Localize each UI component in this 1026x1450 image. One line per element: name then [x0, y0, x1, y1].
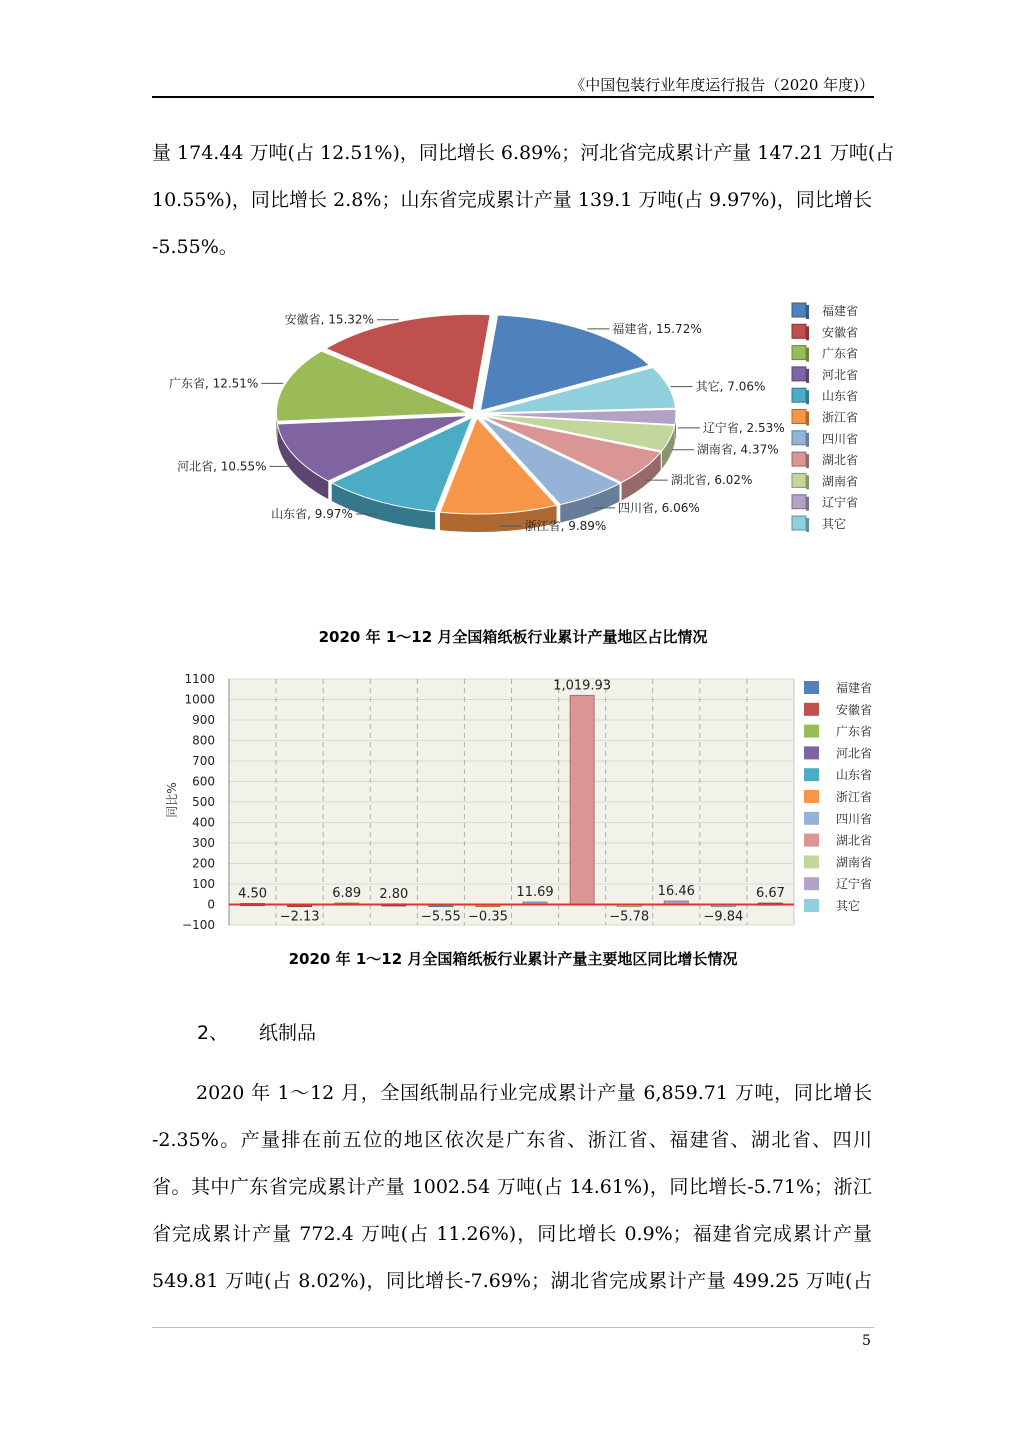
pie-legend-label: 广东省 [822, 346, 859, 361]
pie-legend-swatch [792, 324, 806, 338]
paragraph-line: 10.55%)，同比增长 2.8%；山东省完成累计产量 139.1 万吨(占 9.97%)，同比增长 [152, 189, 872, 211]
bar-y-tick-label: 900 [192, 713, 215, 727]
pie-legend-label: 福建省 [822, 304, 859, 318]
bar-legend-swatch [804, 703, 819, 716]
pie-slice-label: 福建省, 15.72% [612, 321, 702, 336]
paragraph-line: -5.55%。 [152, 236, 238, 258]
pie-legend-swatch [792, 346, 806, 360]
pie-legend-swatch [792, 473, 806, 487]
bar-y-tick-label: 800 [192, 733, 215, 748]
pie-legend-swatch [792, 452, 806, 466]
pie-legend-label: 湖北省 [822, 453, 859, 468]
bar-legend-swatch [804, 790, 819, 803]
bar-data-label: 2.80 [379, 886, 409, 902]
bar-caption: 2020 年 1～12 月全国箱纸板行业累计产量主要地区同比增长情况 [288, 950, 738, 968]
bar-legend-swatch [804, 768, 819, 781]
pie-legend-label: 其它 [822, 517, 847, 531]
pie-legend-swatch [792, 388, 806, 402]
bar-legend [804, 680, 872, 913]
pie-legend-swatch-edge [806, 497, 809, 511]
pie-legend-label: 四川省 [822, 431, 859, 446]
bar-chart [160, 668, 890, 930]
bar-legend-swatch [804, 812, 819, 825]
paragraph-line: 省。其中广东省完成累计产量 1002.54 万吨(占 14.61%)，同比增长-5.71%；浙江 [152, 1176, 872, 1198]
bar-legend-swatch [804, 746, 819, 759]
paragraph-line: 量 174.44 万吨(占 12.51%)，同比增长 6.89%；河北省完成累计产量 147.21 万吨(占 [152, 142, 895, 164]
bar-legend-label: 广东省 [836, 724, 873, 739]
pie-legend-swatch-edge [806, 454, 809, 468]
pie-legend-label: 浙江省 [822, 410, 859, 425]
pie-legend-swatch-edge [806, 518, 809, 532]
bar-data-label: 16.46 [657, 884, 695, 900]
bar-data-label: −2.13 [279, 909, 320, 925]
bar-y-tick-label: 400 [192, 815, 215, 830]
pie-slice-label: 浙江省, 9.89% [524, 519, 607, 534]
section-number: 2、 [197, 1022, 229, 1044]
paragraph-2 [152, 1070, 872, 1305]
paragraph-line: -2.35%。产量排在前五位的地区依次是广东省、浙江省、福建省、湖北省、四川 [152, 1129, 872, 1151]
bar-legend-label: 浙江省 [836, 790, 873, 804]
pie-legend-label: 安徽省 [822, 325, 859, 340]
bar-y-tick-label: 1000 [184, 692, 215, 707]
bar-legend-label: 辽宁省 [836, 877, 873, 892]
bar-legend-label: 山东省 [836, 768, 873, 783]
pie-chart [160, 290, 880, 550]
pie-legend-label: 河北省 [822, 367, 859, 382]
bar-y-tick-label: 200 [192, 856, 215, 871]
bar-data-label: 6.89 [332, 886, 362, 902]
pie-legend-swatch [792, 410, 806, 424]
bar-legend-swatch [804, 899, 819, 912]
bar-y-tick-label: 100 [192, 877, 215, 891]
bar-legend-swatch [804, 855, 819, 868]
bar-legend-swatch [804, 834, 819, 847]
pie-slices [276, 314, 676, 532]
pie-slice-label: 其它, 7.06% [695, 379, 766, 394]
bar-data-label: −0.35 [468, 909, 508, 925]
bar-legend-swatch [804, 725, 819, 738]
bar-data-label: 4.50 [238, 886, 268, 902]
pie-slice-label: 湖南省, 4.37% [696, 442, 779, 457]
pie-caption: 2020 年 1～12 月全国箱纸板行业累计产量地区占比情况 [318, 628, 708, 646]
section-title: 纸制品 [259, 1022, 317, 1044]
bar-legend-label: 河北省 [836, 746, 873, 761]
bar-legend-label: 湖南省 [836, 855, 873, 870]
bar-data-label: 6.67 [755, 886, 785, 902]
pie-slice-label: 山东省, 9.97% [271, 506, 353, 521]
pie-slice-label: 四川省, 6.06% [618, 500, 700, 515]
paragraph-1 [152, 130, 895, 271]
page-header [152, 70, 874, 98]
bar-legend-label: 湖北省 [836, 833, 873, 848]
bar-data-label: 1,019.93 [553, 678, 612, 694]
pie-slice-label: 安徽省, 15.32% [284, 312, 374, 327]
pie-legend-swatch-edge [806, 475, 809, 489]
bar-legend-swatch [804, 877, 819, 890]
pie-slice-label: 河北省, 10.55% [177, 459, 267, 474]
pie-legend-swatch [792, 516, 806, 530]
bar-y-tick-label: 600 [192, 774, 215, 789]
pie-slice-label: 辽宁省, 2.53% [702, 420, 785, 435]
bar [570, 695, 594, 904]
bar-y-axis-label: 同比% [165, 782, 179, 818]
pie-legend-swatch-edge [806, 305, 809, 319]
bar-y-tick-label: 300 [192, 836, 215, 850]
bar-legend-label: 四川省 [836, 811, 873, 826]
pie-legend-swatch [792, 495, 806, 509]
pie-legend-swatch-edge [806, 369, 809, 383]
bar-y-tick-label: 0 [207, 897, 215, 912]
bar-data-label: −5.78 [609, 909, 650, 925]
pie-legend-swatch-edge [806, 348, 809, 362]
bar-data-label: −9.84 [703, 909, 744, 925]
pie-legend-swatch [792, 367, 806, 381]
footer-divider [152, 1327, 874, 1328]
page-number: 5 [862, 1333, 871, 1349]
paragraph-line: 省完成累计产量 772.4 万吨(占 11.26%)，同比增长 0.9%；福建省完成累计产量 [152, 1223, 872, 1245]
bar-legend-label: 福建省 [836, 681, 873, 695]
bar-y-tick-label: 1100 [184, 672, 215, 686]
paragraph-line: 549.81 万吨(占 8.02%)，同比增长-7.69%；湖北省完成累计产量 499.25 万吨(占 [152, 1270, 872, 1292]
pie-legend-label: 湖南省 [822, 474, 859, 489]
pie-legend-label: 辽宁省 [822, 495, 859, 510]
pie-legend-swatch-edge [806, 390, 809, 404]
bar-y-tick-label: −100 [182, 918, 215, 930]
pie-legend-swatch [792, 303, 806, 317]
bar-y-tick-label: 500 [192, 795, 215, 809]
pie-legend-swatch [792, 431, 806, 445]
paragraph-line: 2020 年 1～12 月，全国纸制品行业完成累计产量 6,859.71 万吨，同比增长 [196, 1082, 872, 1104]
bar-data-label: 11.69 [516, 885, 554, 901]
bar-legend-label: 其它 [836, 899, 861, 913]
pie-slice-label: 湖北省, 6.02% [670, 473, 753, 488]
bar-legend-swatch [804, 681, 819, 694]
pie-legend-swatch-edge [806, 412, 809, 426]
bar-legend-label: 安徽省 [836, 702, 873, 717]
report-title: 《中国包装行业年度运行报告（2020 年度)） [570, 76, 874, 94]
bar-data-label: −5.55 [420, 909, 461, 925]
pie-slice-label: 广东省, 12.51% [168, 376, 259, 391]
pie-legend-swatch-edge [806, 326, 809, 340]
pie-legend-swatch-edge [806, 433, 809, 447]
pie-legend-label: 山东省 [822, 389, 859, 404]
bar-y-tick-label: 700 [192, 754, 215, 768]
pie-legend [792, 303, 858, 532]
section-heading [197, 1018, 316, 1045]
